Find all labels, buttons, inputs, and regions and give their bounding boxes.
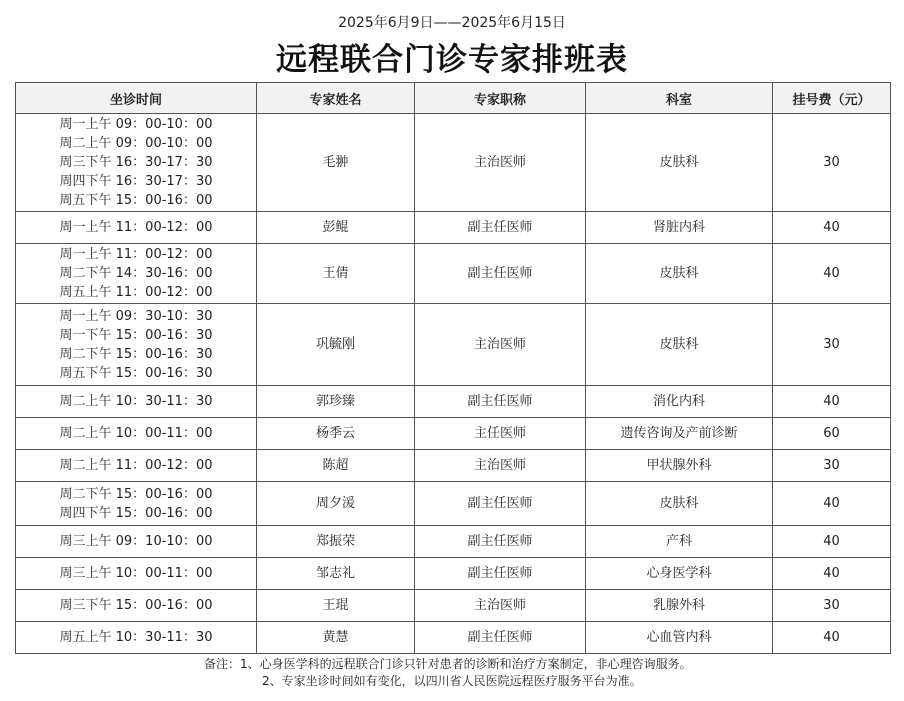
cell-title: 副主任医师 — [415, 212, 586, 244]
cell-fee: 40 — [773, 622, 891, 654]
cell-time — [16, 244, 257, 304]
table-header-row — [16, 83, 891, 114]
cell-title: 主任医师 — [415, 418, 586, 450]
time-slot: 周四下午 16：30-17：30 — [59, 174, 213, 189]
cell-department: 皮肤科 — [586, 114, 773, 212]
schedule-table — [15, 82, 891, 654]
time-slot: 周五上午 11：00-12：00 — [59, 285, 213, 300]
cell-title: 主治医师 — [415, 450, 586, 482]
table-row — [16, 418, 891, 450]
time-slot: 周三下午 15：00-16：00 — [59, 598, 213, 613]
cell-department: 肾脏内科 — [586, 212, 773, 244]
column-header-fee: 挂号费（元） — [773, 83, 891, 114]
cell-fee: 40 — [773, 526, 891, 558]
cell-time — [16, 450, 257, 482]
cell-fee: 30 — [773, 114, 891, 212]
cell-name: 郭珍臻 — [257, 386, 415, 418]
cell-fee: 40 — [773, 212, 891, 244]
time-slot: 周一下午 15：00-16：30 — [59, 327, 213, 343]
time-slot: 周二下午 14：30-16：00 — [59, 266, 213, 281]
cell-title: 副主任医师 — [415, 482, 586, 526]
cell-name: 陈超 — [257, 450, 415, 482]
column-header-department: 科室 — [586, 83, 773, 114]
time-slot: 周二上午 10：00-11：00 — [59, 426, 213, 441]
page-title: 远程联合门诊专家排班表 — [276, 42, 628, 78]
cell-title: 副主任医师 — [415, 244, 586, 304]
time-slot: 周一上午 11：00-12：00 — [59, 220, 213, 235]
time-slot: 周二下午 15：00-16：30 — [59, 346, 213, 362]
cell-time — [16, 622, 257, 654]
time-slot: 周二下午 15：00-16：00 — [59, 486, 213, 502]
table-row — [16, 212, 891, 244]
cell-name: 巩毓刚 — [257, 304, 415, 386]
time-slot: 周二上午 09：00-10：00 — [59, 136, 213, 151]
time-slot: 周五下午 15：00-16：30 — [59, 365, 213, 381]
cell-fee: 30 — [773, 304, 891, 386]
cell-name: 邹志礼 — [257, 558, 415, 590]
cell-name: 郑振荣 — [257, 526, 415, 558]
cell-time — [16, 114, 257, 212]
table-row — [16, 114, 891, 212]
cell-time — [16, 558, 257, 590]
cell-department: 皮肤科 — [586, 482, 773, 526]
cell-department: 心血管内科 — [586, 622, 773, 654]
notes — [0, 656, 904, 690]
cell-time — [16, 482, 257, 526]
time-slot: 周五下午 15：00-16：00 — [59, 193, 213, 208]
cell-name: 王倩 — [257, 244, 415, 304]
time-slot: 周三上午 10：00-11：00 — [59, 566, 213, 581]
table-row — [16, 244, 891, 304]
table-row — [16, 558, 891, 590]
cell-time — [16, 386, 257, 418]
cell-department: 心身医学科 — [586, 558, 773, 590]
column-header-time: 坐诊时间 — [16, 83, 257, 114]
cell-time — [16, 590, 257, 622]
cell-title: 副主任医师 — [415, 386, 586, 418]
table-row — [16, 482, 891, 526]
time-slot: 周三上午 09：10-10：00 — [59, 534, 213, 549]
cell-title: 主治医师 — [415, 114, 586, 212]
time-slot: 周二上午 10：30-11：30 — [59, 394, 213, 409]
cell-time — [16, 304, 257, 386]
cell-department: 甲状腺外科 — [586, 450, 773, 482]
time-slot: 周一上午 11：00-12：00 — [59, 247, 213, 262]
time-slot: 周三下午 16：30-17：30 — [59, 155, 213, 170]
cell-fee: 40 — [773, 558, 891, 590]
cell-fee: 30 — [773, 450, 891, 482]
column-header-title: 专家职称 — [415, 83, 586, 114]
table-body — [16, 114, 891, 654]
cell-name: 毛翀 — [257, 114, 415, 212]
cell-title: 主治医师 — [415, 304, 586, 386]
cell-title: 主治医师 — [415, 590, 586, 622]
cell-title: 副主任医师 — [415, 622, 586, 654]
time-slot: 周一上午 09：30-10：30 — [59, 308, 213, 324]
table-row — [16, 304, 891, 386]
table-row — [16, 622, 891, 654]
cell-name: 王琨 — [257, 590, 415, 622]
column-header-name: 专家姓名 — [257, 83, 415, 114]
note-line-1: 备注：1、心身医学科的远程联合门诊只针对患者的诊断和治疗方案制定，非心理咨询服务。 — [204, 657, 692, 671]
cell-fee: 30 — [773, 590, 891, 622]
cell-name: 杨季云 — [257, 418, 415, 450]
date-range: 2025年6月9日——2025年6月15日 — [338, 15, 566, 31]
cell-name: 彭鲲 — [257, 212, 415, 244]
cell-title: 副主任医师 — [415, 526, 586, 558]
cell-department: 皮肤科 — [586, 304, 773, 386]
table-row — [16, 590, 891, 622]
cell-time — [16, 418, 257, 450]
time-slot: 周二上午 11：00-12：00 — [59, 458, 213, 473]
cell-title: 副主任医师 — [415, 558, 586, 590]
cell-department: 遗传咨询及产前诊断 — [586, 418, 773, 450]
cell-department: 皮肤科 — [586, 244, 773, 304]
cell-name: 黄慧 — [257, 622, 415, 654]
time-slot: 周五上午 10：30-11：30 — [59, 630, 213, 645]
cell-fee: 40 — [773, 386, 891, 418]
cell-fee: 40 — [773, 244, 891, 304]
cell-department: 消化内科 — [586, 386, 773, 418]
cell-time — [16, 526, 257, 558]
cell-time — [16, 212, 257, 244]
time-slot: 周四下午 15：00-16：00 — [59, 505, 213, 521]
cell-fee: 40 — [773, 482, 891, 526]
table-row — [16, 526, 891, 558]
cell-fee: 60 — [773, 418, 891, 450]
cell-name: 周夕湲 — [257, 482, 415, 526]
table-row — [16, 386, 891, 418]
cell-department: 乳腺外科 — [586, 590, 773, 622]
time-slot: 周一上午 09：00-10：00 — [59, 117, 213, 132]
cell-department: 产科 — [586, 526, 773, 558]
note-line-2: 2、专家坐诊时间如有变化，以四川省人民医院远程医疗服务平台为准。 — [262, 674, 642, 688]
table-row — [16, 450, 891, 482]
